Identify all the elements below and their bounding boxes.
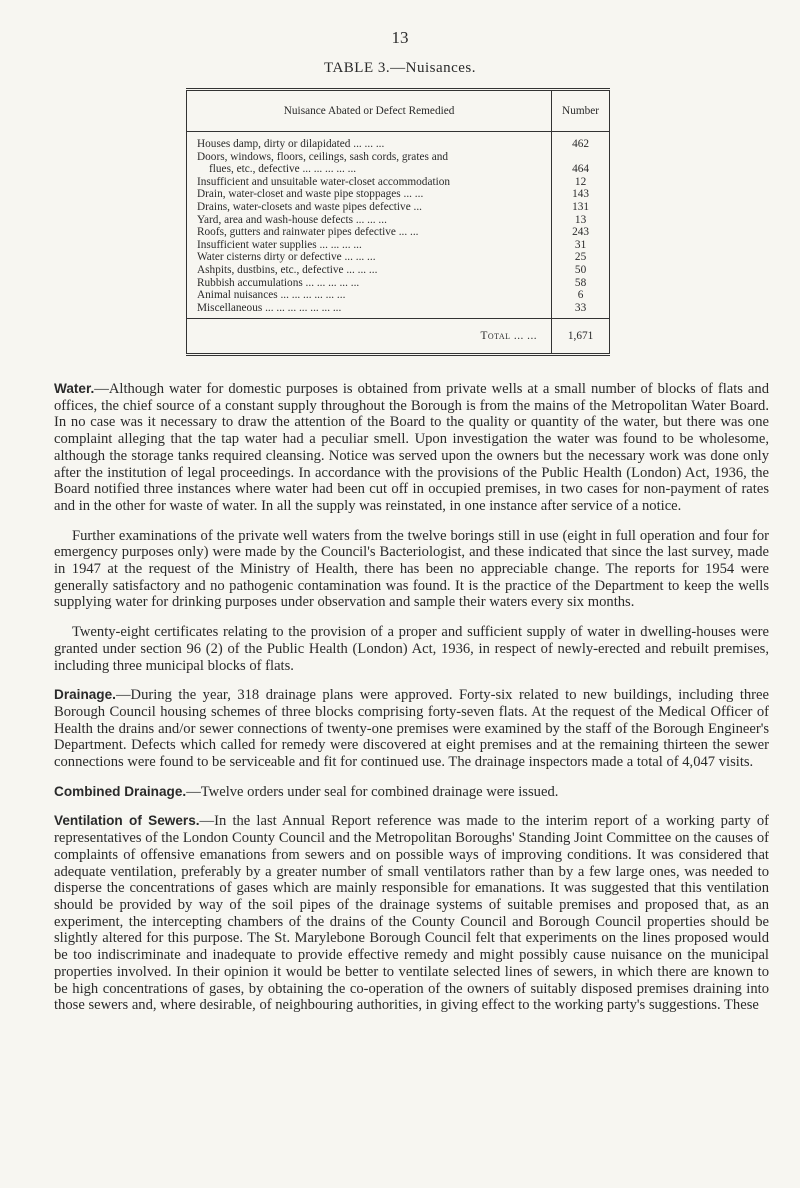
row-label: Animal nuisances ... ... ... ... ... ... <box>197 289 346 302</box>
row-label: Ashpits, dustbins, etc., defective ... ... ... <box>197 263 378 276</box>
table-row <box>187 151 610 176</box>
paragraph-certificates <box>54 624 769 674</box>
nuisances-table <box>186 88 610 356</box>
paragraph-text: —Although water for domestic purposes is obtained from private wells at a small number of blocks of flats and offices, the chief source of a constant supply throughout the Borough is from the mains of the Metropolitan Water Board. In no case was it necessary to draw the attention of the Board to the quality or quantity of the water, but there was one complaint alleging that the tap water had a peculiar smell. Upon investigation the water was found to be wholesome, although the storage tanks required cleansing. Notice was served upon the owners but the necessary work was done only after the institution of legal proceedings. In accordance with the provisions of the Public Health (London) Act, 1936, the Board notified three instances where water had been cut off in occupied premises, in two cases for non-payment of rates and in the other for waste of water. In all the supply was reinstated, in one instance after service of a notice. <box>54 381 769 514</box>
row-number: 58 <box>552 277 610 290</box>
table-total-row <box>187 319 610 354</box>
table-row <box>187 214 610 227</box>
row-number: 131 <box>552 201 610 214</box>
paragraph-ventilation <box>54 813 769 1013</box>
row-number: 6 <box>552 289 610 302</box>
table-row <box>187 188 610 201</box>
row-label: Insufficient water supplies ... ... ... ... <box>197 238 362 251</box>
table-row <box>187 302 610 319</box>
total-label: Total ... ... <box>480 330 538 343</box>
heading-water: Water. <box>54 381 95 396</box>
paragraph-water <box>54 381 769 515</box>
row-label: Water cisterns dirty or defective ... ... ... <box>197 251 376 264</box>
row-number: 12 <box>552 176 610 189</box>
paragraph-text: Further examinations of the private well waters from the twelve borings still in use (eight in full operation and four for emergency purposes only) were made by the Council's Bacteriologist, and these indicated that since the last survey, made in 1947 at the request of the Ministry of Health, there has been no appreciable change. The reports for 1954 were generally satisfactory and no pathogenic contamination was found. It is the practice of the Department to keep the wells supplying water for drinking purposes under observation and sample their waters every six months. <box>54 527 769 611</box>
header-number: Number <box>552 91 610 132</box>
row-number: 50 <box>552 264 610 277</box>
table-row <box>187 277 610 290</box>
row-number: 33 <box>552 302 610 319</box>
row-label: Rubbish accumulations ... ... ... ... ... <box>197 276 360 289</box>
table-title: TABLE 3.—Nuisances. <box>323 60 477 76</box>
table-row <box>187 201 610 214</box>
paragraph-text: —During the year, 318 drainage plans were approved. Forty-six related to new buildings, including three Borough Council housing schemes of three blocks comprising forty-seven flats. At the request of the Medical Officer of Health the drains and/or sewer connections of twenty-one premises were examined by the staff of the Borough Engineer's Department. Defects which called for remedy were discovered at eight premises and at the remaining thirteen the sewer connections were found to be serviceable and fit for continued use. The drainage inspectors made a total of 4,047 visits. <box>54 687 769 771</box>
table-row <box>187 176 610 189</box>
heading-drainage: Drainage. <box>54 687 116 703</box>
row-label: Doors, windows, floors, ceilings, sash cords, grates and <box>197 150 449 163</box>
table-row <box>187 226 610 239</box>
row-number: 462 <box>552 132 610 151</box>
paragraph-text: —Twelve orders under seal for combined drainage were issued. <box>186 783 559 800</box>
row-label: Insufficient and unsuitable water-closet accommodation <box>197 175 451 188</box>
paragraph-combined-drainage <box>54 784 769 801</box>
row-label-continued: flues, etc., defective ... ... ... ... ... <box>209 163 357 176</box>
total-value: 1,671 <box>552 319 610 354</box>
row-number: 25 <box>552 251 610 264</box>
table-header-row <box>187 91 610 132</box>
row-number: 13 <box>552 214 610 227</box>
row-number: 243 <box>552 226 610 239</box>
table-row <box>187 289 610 302</box>
heading-combined-drainage: Combined Drainage. <box>54 783 187 799</box>
row-label: Houses damp, dirty or dilapidated ... ... ... <box>197 138 385 150</box>
row-label: Drains, water-closets and waste pipes defective ... <box>197 200 422 213</box>
row-label: Roofs, gutters and rainwater pipes defective ... ... <box>197 226 419 239</box>
header-nuisance: Nuisance Abated or Defect Remedied <box>187 91 552 132</box>
row-number: 464 <box>552 151 610 176</box>
table-row <box>187 264 610 277</box>
row-label: Miscellaneous ... ... ... ... ... ... ... <box>197 301 342 314</box>
table-row <box>187 251 610 264</box>
heading-ventilation: Ventilation of Sewers. <box>54 813 200 829</box>
row-label: Drain, water-closet and waste pipe stoppages ... ... <box>197 188 424 201</box>
page-number: 13 <box>391 28 409 47</box>
table-row <box>187 132 610 151</box>
paragraph-text: Twenty-eight certificates relating to the provision of a proper and sufficient supply of water in dwelling-houses were granted under section 96 (2) of the Public Health (London) Act, 1936, in respect of newly-erected and rebuilt premises, including three municipal blocks of flats. <box>54 624 769 674</box>
paragraph-text: —In the last Annual Report reference was made to the interim report of a working party of representatives of the London County Council and the Metropolitan Boroughs' Standing Joint Committee on the causes of complaints of offensive emanations from sewers and on possible ways of improving conditions. It was considered that adequate ventilation, preferably by a greater number of small ventilators rather than by a few large ones, was needed to disperse the concentrations of gases which are mainly responsible for emanations. It was suggested that this ventilation should be provided by way of the soil pipes of the drainage systems of suitable premises and proposed that, as an experiment, the intercepting chambers of the drains of the County Council and Borough Council properties should be slightly altered for this purpose. The St. Marylebone Borough Council felt that experiments on the lines proposed would be too indiscriminate and inadequate to provide effective remedy and might possibly cause nuisance on the municipal properties involved. In their opinion it would be better to ventilate selected lines of sewers, in which there are known to be high concentrations of gases, by obtaining the co-operation of the owners of suitably disposed premises draining into those sewers and, where desirable, of neighbouring authorities, in giving effect to the working party's suggestions. These <box>54 813 769 1014</box>
report-body <box>54 381 769 1027</box>
row-number: 143 <box>552 188 610 201</box>
paragraph-well-waters <box>54 528 769 612</box>
table-row <box>187 239 610 252</box>
paragraph-drainage <box>54 687 769 771</box>
row-label: Yard, area and wash-house defects ... ... ... <box>197 213 387 226</box>
row-number: 31 <box>552 239 610 252</box>
